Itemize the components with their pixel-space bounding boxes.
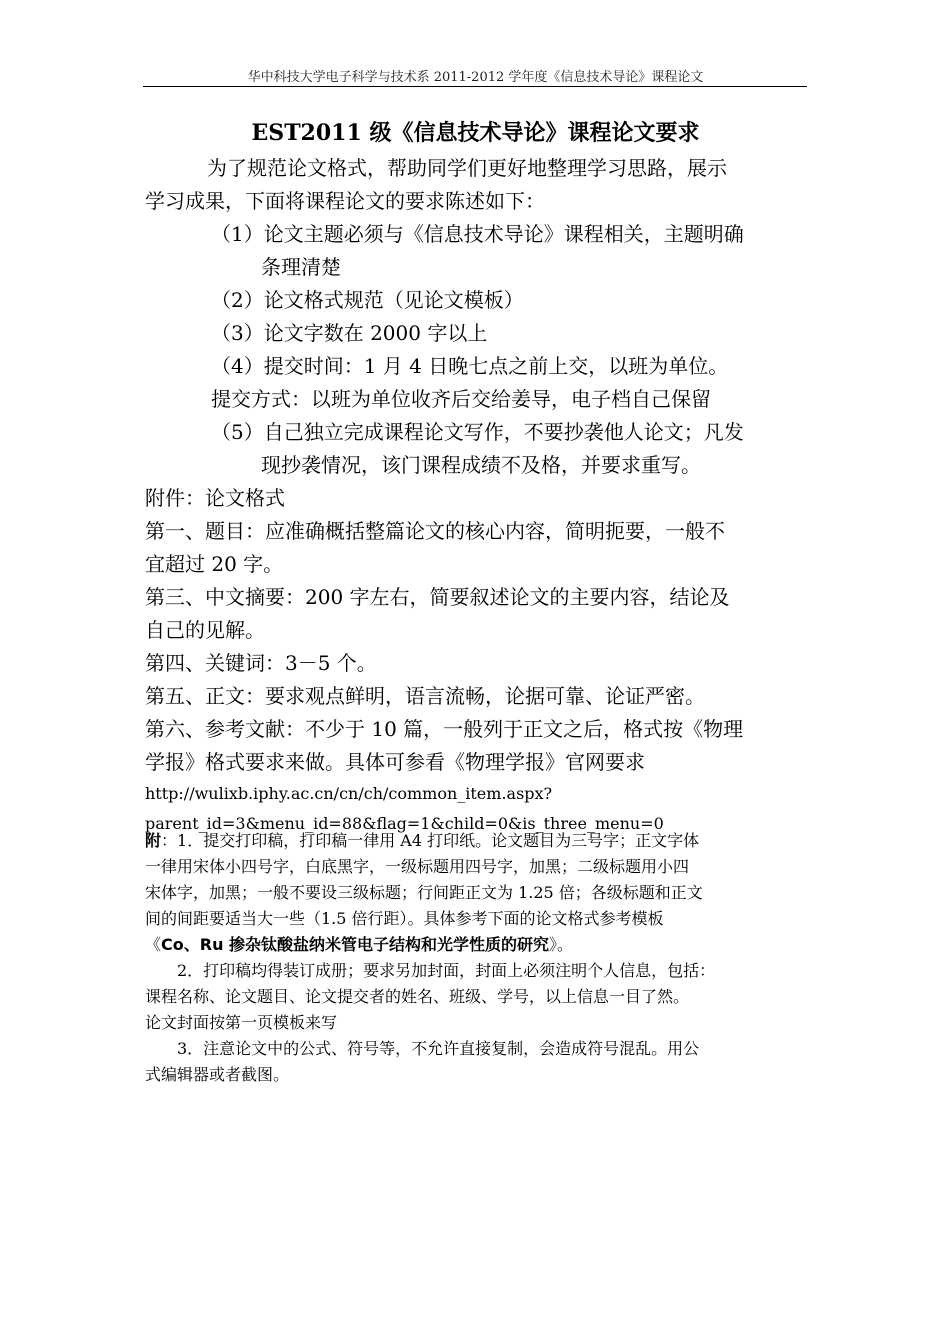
note-3-line-1: 3．注意论文中的公式、符号等，不允许直接复制，会造成符号混乱。用公 <box>177 1039 700 1058</box>
format-item-6: 第六、参考文献：不少于 10 篇，一般列于正文之后，格式按《物理 <box>145 717 744 741</box>
format-item-5: 第五、正文：要求观点鲜明，语言流畅，论据可靠、论证严密。 <box>145 684 705 708</box>
note-1-line-1 <box>145 828 806 854</box>
requirement-1-continued: 条理清楚 <box>261 255 341 279</box>
requirement-3: （3）论文字数在 2000 字以上 <box>211 321 488 345</box>
notes-section <box>145 828 806 1088</box>
template-title-close: 》。 <box>549 935 574 954</box>
header-rule <box>143 86 807 87</box>
format-item-3-continued: 自己的见解。 <box>145 618 265 642</box>
format-item-1: 第一、题目：应准确概括整篇论文的核心内容，简明扼要，一般不 <box>145 519 725 543</box>
template-title: Co、Ru 掺杂钛酸盐纳米管电子结构和光学性质的研究 <box>161 935 550 954</box>
note-2-line-3: 论文封面按第一页模板来写 <box>145 1013 338 1032</box>
note-1-line-5 <box>145 932 806 958</box>
intro-line-1: 为了规范论文格式，帮助同学们更好地整理学习思路，展示 <box>207 156 727 180</box>
template-title-open: 《 <box>145 935 162 954</box>
requirement-1: （1）论文主题必须与《信息技术导论》课程相关，主题明确 <box>211 222 744 246</box>
format-item-1-continued: 宜超过 20 字。 <box>145 552 284 576</box>
attachment-heading: 附件：论文格式 <box>145 486 285 510</box>
note-3-line-2: 式编辑器或者截图。 <box>145 1065 290 1084</box>
reference-url-line-1: http://wulixb.iphy.ac.cn/cn/ch/common_item.aspx? <box>145 784 553 803</box>
document-title: EST2011 级《信息技术导论》课程论文要求 <box>251 120 700 146</box>
requirement-5-continued: 现抄袭情况，该门课程成绩不及格，并要求重写。 <box>261 453 701 477</box>
format-item-4: 第四、关键词：3－5 个。 <box>145 651 377 675</box>
note-1-text: ：1．提交打印稿，打印稿一律用 A4 打印纸。论文题目为三号字；正文字体 <box>161 831 700 850</box>
requirement-5: （5）自己独立完成课程论文写作，不要抄袭他人论文；凡发 <box>211 420 744 444</box>
reference-url-line-2: parent_id=3&menu_id=88&flag=1&child=0&is_three_menu=0 <box>145 814 664 833</box>
note-1-line-4: 间的间距要适当大一些（1.5 倍行距）。具体参考下面的论文格式参考模板 <box>145 909 664 928</box>
notes-label: 附 <box>145 831 162 850</box>
submission-method: 提交方式：以班为单位收齐后交给姜导，电子档自己保留 <box>211 387 711 411</box>
format-item-3: 第三、中文摘要：200 字左右，简要叙述论文的主要内容，结论及 <box>145 585 730 609</box>
note-2-line-2: 课程名称、论文题目、论文提交者的姓名、班级、学号，以上信息一目了然。 <box>145 987 690 1006</box>
requirement-2: （2）论文格式规范（见论文模板） <box>211 288 524 312</box>
requirement-4: （4）提交时间：1 月 4 日晚七点之前上交，以班为单位。 <box>211 354 729 378</box>
document-body <box>145 152 806 839</box>
intro-line-2: 学习成果，下面将课程论文的要求陈述如下： <box>145 189 545 213</box>
note-2-line-1: 2．打印稿均得装订成册；要求另加封面，封面上必须注明个人信息，包括： <box>177 961 716 980</box>
note-1-line-3: 宋体字，加黑；一般不要设三级标题；行间距正文为 1.25 倍；各级标题和正文 <box>145 883 703 902</box>
format-item-6-continued: 学报》格式要求来做。具体可参看《物理学报》官网要求 <box>145 750 645 774</box>
page-header: 华中科技大学电子科学与技术系 2011-2012 学年度《信息技术导论》课程论文 <box>247 70 704 85</box>
note-1-line-2: 一律用宋体小四号字，白底黑字，一级标题用四号字，加黑；二级标题用小四 <box>145 857 690 876</box>
